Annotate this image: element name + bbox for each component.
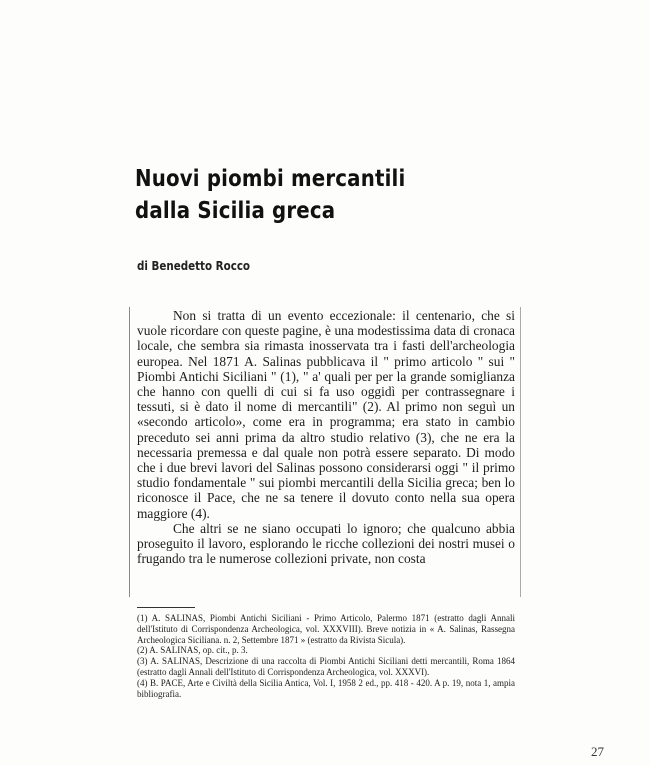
article-author: di Benedetto Rocco	[137, 259, 251, 273]
footnote-1: (1) A. SALINAS, Piombi Antichi Siciliani - Primo Articolo, Palermo 1871 (estratto dagli Annali dell'Istituto di Corrispondenza Archeologica, vol. XXXVIII). Breve notizia in « A. Salinas, Rassegna Archeologica Siciliana. n. 2, Settembre 1871 » (estratto da Rivista Sicula).	[137, 613, 515, 645]
footnote-separator	[137, 607, 195, 608]
title-line-2: dalla Sicilia greca	[135, 198, 336, 224]
body-paragraph-2: Che altri se ne siano occupati lo ignoro; che qualcuno abbia proseguito il lavoro, esplorando le ricche collezioni dei nostri musei o frugando tra le numerose collezioni private, non costa	[137, 520, 515, 567]
margin-rule-left	[129, 307, 130, 597]
title-line-1: Nuovi piombi mercantili	[135, 166, 406, 192]
footnote-4: (4) B. PACE, Arte e Civiltà della Sicilia Antica, Vol. I, 1958 2 ed., pp. 418 - 420. A p. 19, nota 1, ampia bibliografia.	[137, 677, 515, 699]
footnote-2: (2) A. SALINAS, op. cit., p. 3.	[137, 645, 248, 656]
article-title	[135, 163, 405, 227]
page-number: 27	[591, 744, 604, 759]
article-body	[137, 308, 515, 566]
margin-rule-right	[520, 307, 521, 597]
footnote-3: (3) A. SALINAS, Descrizione di una raccolta di Piombi Antichi Siciliani detti mercantili, Roma 1864 (estratto dagli Annali dell'Istituto di Corrispondenza Archeologica, vol. XXXVI).	[137, 656, 515, 677]
footnotes	[137, 613, 515, 699]
body-paragraph-1: Non si tratta di un evento eccezionale: il centenario, che si vuole ricordare con queste pagine, è una modestissima data di cronaca locale, che sembra sia rimasta inosservata tra i fasti dell'archeologia europea. Nel 1871 A. Salinas pubblicava il " primo articolo " sui " Piombi Antichi Siciliani " (1), " a' quali per per la grande somiglianza che hanno con quelli di cui si fa uso oggidì per contrassegnare i tessuti, si è dato il nome di mercantili" (2). Al primo non seguì un «secondo articolo», come era in programma; era stato in cambio preceduto sei anni prima da altro studio relativo (3), che ne era la necessaria premessa e dal quale non potrà essere separato. Di modo che i due brevi lavori del Salinas possono considerarsi oggi " il primo studio fondamentale " sui piombi mercantili della Sicilia greca; ben lo riconosce il Pace, che ne sa tenere il dovuto conto nella sua opera maggiore (4).	[137, 308, 515, 521]
